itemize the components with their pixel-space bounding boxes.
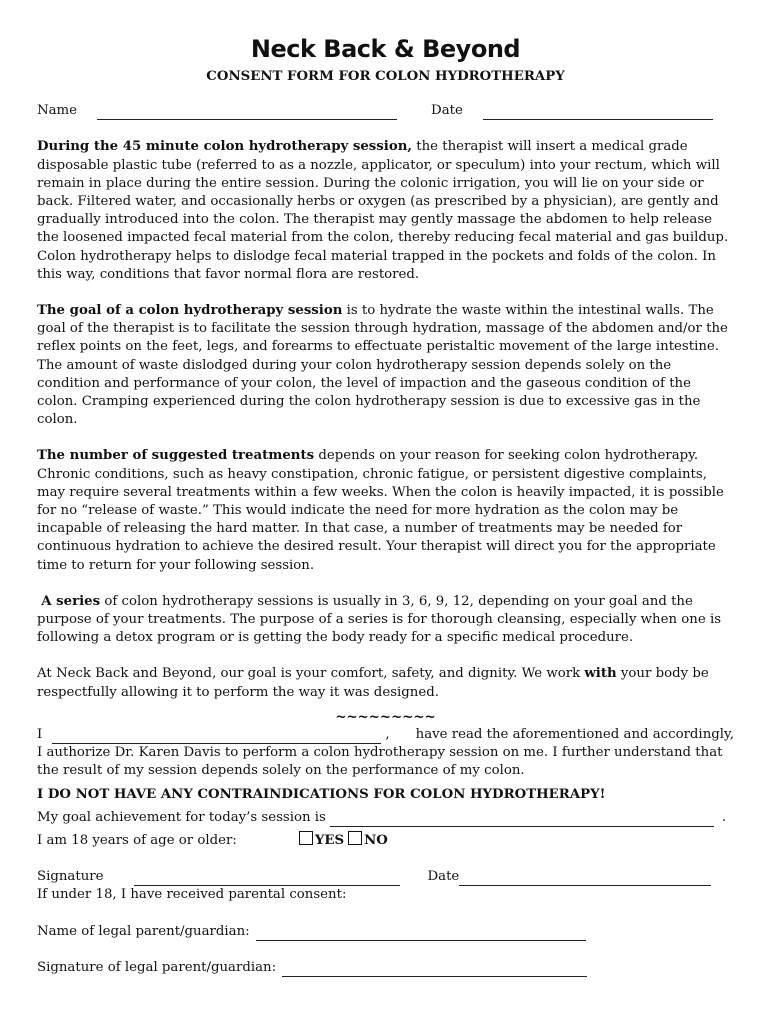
guardian-signature-row: [37, 959, 734, 977]
guardian-signature-field[interactable]: [282, 962, 587, 977]
consent-i-label: I: [37, 726, 43, 742]
goal-period: .: [721, 809, 727, 825]
name-field[interactable]: [97, 105, 397, 120]
no-contraindications: I DO NOT HAVE ANY CONTRAINDICATIONS FOR COLON HYDROTHERAPY!: [37, 786, 606, 802]
paragraph-comfort-pre: At Neck Back and Beyond, our goal is your comfort, safety, and dignity. We work: [37, 666, 585, 682]
paragraph-goal-body: is to hydrate the waste within the intestinal walls. The goal of the therapist is to facilitate the session through hydration, massage of the abdomen and/or the reflex points on the feet, legs, and forearms to effectuate peristaltic movement of the large intestine. The amount of waste dislodged during your colon hydrotherapy session depends solely on the condition and performance of your colon, the level of impaction and the gaseous condition of the colon. Cramping experienced during the colon hydrotherapy session is due to excessive gas in the colon.: [37, 303, 728, 428]
date-label: Date: [431, 103, 463, 119]
no-option[interactable]: [348, 831, 388, 850]
date-field[interactable]: [483, 105, 713, 120]
paragraph-goal-lead: The goal of a colon hydrotherapy session: [37, 303, 343, 319]
guardian-name-field[interactable]: [256, 926, 586, 941]
no-checkbox[interactable]: [348, 831, 362, 845]
paragraph-session-body: the therapist will insert a medical grade disposable plastic tube (referred to as a nozzle, applicator, or speculum) into your rectum, which will remain in place during the entire session. During the colonic irrigation, you will lie on your side or back. Filtered water, and occasionally herbs or oxygen (as prescribed by a physician), are gently and gradually introduced into the colon. The therapist may gently massage the abdomen to help release the loosened impacted fecal material from the colon, thereby reducing fecal material and gas buildup. Colon hydrotherapy helps to dislodge fecal material trapped in the pockets and folds of the colon. In this way, conditions that favor normal flora are restored.: [37, 139, 729, 282]
paragraph-treatments: [37, 447, 734, 574]
no-label: NO: [364, 832, 388, 848]
paragraph-treatments-body: depends on your reason for seeking colon hydrotherapy. Chronic conditions, such as heavy constipation, chronic fatigue, or persistent digestive complaints, may require several treatments within a few weeks. When the colon is heavily impacted, it is possible for no “release of waste.” This would indicate the need for more hydration as the colon may be incapable of releasing the hard matter. In that case, a number of treatments may be needed for continuous hydration to achieve the desired result. Your therapist will direct you for the appropriate time to return for your following session.: [37, 448, 724, 573]
signature-row: [37, 868, 734, 886]
consent-have-read: have read the aforementioned and accordingly,: [415, 726, 734, 742]
paragraph-comfort: [37, 665, 734, 701]
name-label: Name: [37, 103, 78, 119]
consent-comma: ,: [385, 726, 390, 742]
paragraph-treatments-lead: The number of suggested treatments: [37, 448, 315, 464]
signature-field[interactable]: [134, 871, 400, 886]
paragraph-series-lead: A series: [41, 593, 101, 609]
form-title: CONSENT FORM FOR COLON HYDROTHERAPY: [206, 69, 565, 84]
goal-field[interactable]: [330, 812, 714, 827]
signature-label: Signature: [37, 869, 104, 885]
goal-label: My goal achievement for today’s session is: [37, 809, 326, 825]
signature-date-label: Date: [427, 869, 460, 885]
paragraph-session-lead: During the 45 minute colon hydrotherapy session,: [37, 139, 412, 155]
goal-row: [37, 809, 734, 827]
paragraph-session: [37, 138, 734, 284]
paragraph-comfort-bold: with: [584, 666, 617, 682]
guardian-name-row: [37, 923, 734, 941]
yes-option[interactable]: [299, 831, 344, 850]
paragraph-series-body: of colon hydrotherapy sessions is usually in 3, 6, 9, 12, depending on your goal and the purpose of your treatments. The purpose of a series is for thorough cleansing, especially when one is following a detox program or is getting the body ready for a specific medical procedure.: [37, 593, 722, 646]
paragraph-series: [37, 593, 734, 648]
consent-name-row: [37, 726, 734, 744]
consent-name-field[interactable]: [52, 729, 381, 744]
under18-text: If under 18, I have received parental consent:: [37, 887, 347, 903]
authorize-text: I authorize Dr. Karen Davis to perform a colon hydrotherapy session on me. I further understand that the result of my session depends solely on the performance of my colon.: [37, 745, 723, 779]
age-label: I am 18 years of age or older:: [37, 832, 237, 848]
yes-checkbox[interactable]: [299, 831, 313, 845]
paragraph-goal: [37, 302, 734, 429]
paragraph-comfort-post: your body be respectfully allowing it to perform the way it was designed.: [37, 666, 709, 700]
yes-label: YES: [314, 832, 345, 848]
guardian-name-label: Name of legal parent/guardian:: [37, 923, 250, 939]
signature-date-field[interactable]: [459, 871, 711, 886]
age-row: [37, 831, 734, 850]
separator: ~~~~~~~~~: [335, 709, 436, 725]
brand-title: Neck Back & Beyond: [250, 35, 521, 63]
guardian-signature-label: Signature of legal parent/guardian:: [37, 959, 277, 975]
name-date-row: [37, 102, 734, 120]
